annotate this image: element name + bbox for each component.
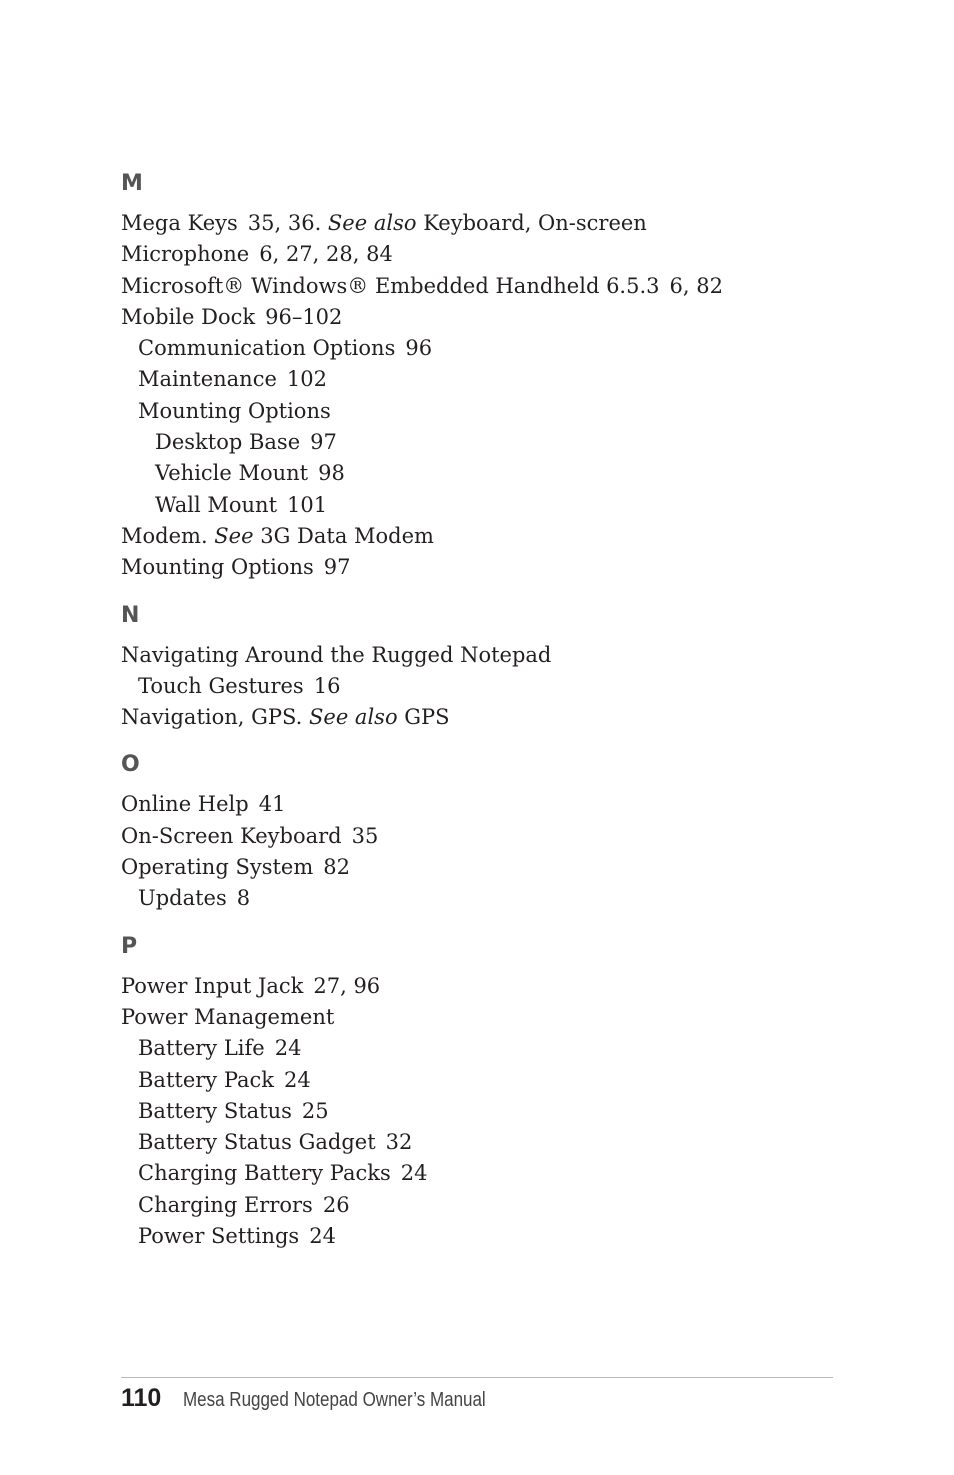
index-entry — [121, 552, 833, 583]
entry-term: Charging Errors — [138, 1192, 313, 1217]
entry-term: Battery Status Gadget — [138, 1130, 376, 1155]
index-entry — [121, 789, 833, 820]
index-section-o — [121, 749, 833, 914]
index-entry — [121, 1158, 833, 1189]
entry-term: On-Screen Keyboard — [121, 823, 342, 848]
index-entry: Navigation, GPS. See also GPS — [121, 705, 450, 730]
see-reference: See also — [327, 211, 417, 235]
entry-term: Power Input Jack — [121, 973, 304, 998]
index-entry — [121, 1096, 833, 1127]
index-entry — [121, 458, 833, 489]
entry-term: Power Settings — [138, 1224, 300, 1249]
entry-term: Mounting Options — [121, 555, 314, 580]
section-letter: N — [121, 602, 140, 628]
index-entry — [121, 396, 833, 427]
entry-pages: 41 — [258, 792, 286, 817]
entry-term: Communication Options — [138, 336, 396, 361]
entry-pages: 16 — [313, 673, 341, 698]
entry-term: Modem — [121, 523, 201, 548]
index-entry — [121, 302, 833, 333]
entry-pages: 6, 27, 28, 84 — [259, 242, 393, 267]
index-entry — [121, 271, 833, 302]
entry-pages: 26 — [322, 1192, 350, 1217]
entry-term: Operating System — [121, 855, 314, 880]
index-entry — [121, 490, 833, 521]
entry-pages: 8 — [236, 886, 251, 911]
see-target: Keyboard, On-screen — [423, 211, 647, 235]
page-footer — [121, 1377, 833, 1413]
section-letter: O — [121, 752, 140, 778]
entry-term: Power Management — [121, 1004, 335, 1029]
entry-term: Vehicle Mount — [155, 461, 309, 486]
index-entry — [121, 671, 833, 702]
entry-pages: 96 — [405, 336, 433, 361]
index-section-p — [121, 931, 833, 1253]
entry-pages: 102 — [286, 367, 327, 392]
entry-pages: 35, 36 — [247, 211, 315, 235]
entry-pages: 101 — [287, 492, 328, 517]
entry-term: Mounting Options — [138, 398, 331, 423]
entry-term: Wall Mount — [155, 492, 278, 517]
entry-term: Online Help — [121, 792, 249, 817]
see-target: GPS — [404, 705, 450, 730]
entry-pages: 24 — [309, 1224, 336, 1249]
index-entry — [121, 1190, 833, 1221]
entry-term: Maintenance — [138, 367, 277, 392]
entry-pages: 96–102 — [265, 304, 343, 329]
index-entry — [121, 1002, 833, 1033]
index-entry — [121, 364, 833, 395]
entry-pages: 24 — [274, 1036, 302, 1061]
index-entry — [121, 239, 833, 270]
index-entry — [121, 1033, 833, 1064]
entry-term: Battery Pack — [138, 1067, 275, 1092]
entry-pages: 97 — [323, 555, 351, 580]
index-entry — [121, 333, 833, 364]
page-number: 110 — [121, 1384, 162, 1412]
entry-pages: 24 — [284, 1067, 311, 1092]
entry-term: Navigation, GPS — [121, 705, 296, 730]
index-entry — [121, 971, 833, 1002]
index-entry — [121, 1127, 833, 1158]
entry-term: Updates — [138, 886, 227, 911]
see-reference: See also — [309, 705, 398, 730]
see-reference: See — [214, 523, 254, 548]
entry-pages: 98 — [318, 461, 345, 486]
entry-pages: 25 — [301, 1098, 329, 1123]
running-title: Mesa Rugged Notepad Owner’s Manual — [183, 1389, 487, 1411]
entry-term: Microsoft® Windows® Embedded Handheld 6.5.3 — [121, 273, 660, 298]
index-content — [121, 168, 833, 1268]
index-entry — [121, 1221, 833, 1252]
entry-term: Charging Battery Packs — [138, 1161, 391, 1186]
entry-pages: 27, 96 — [313, 973, 381, 998]
index-entry — [121, 427, 833, 458]
entry-pages: 82 — [323, 855, 350, 880]
entry-term: Battery Life — [138, 1036, 265, 1061]
index-section-m — [121, 168, 833, 584]
index-entry — [121, 640, 833, 671]
index-entry: Modem. See 3G Data Modem — [121, 523, 434, 548]
index-entry — [121, 883, 833, 914]
section-letter: M — [121, 171, 143, 196]
entry-term: Mobile Dock — [121, 304, 256, 329]
entry-pages: 24 — [400, 1161, 428, 1186]
index-entry — [121, 1065, 833, 1096]
index-entry: Mega Keys 35, 36. See also Keyboard, On-screen — [121, 211, 647, 235]
entry-term: Microphone — [121, 242, 250, 267]
entry-term: Touch Gestures — [138, 673, 304, 698]
index-entry — [121, 821, 833, 852]
entry-term: Battery Status — [138, 1098, 292, 1123]
index-section-n — [121, 600, 833, 734]
index-entry — [121, 852, 833, 883]
entry-term: Desktop Base — [155, 430, 301, 455]
entry-pages: 32 — [385, 1130, 413, 1155]
entry-term: Mega Keys — [121, 211, 238, 235]
see-target: 3G Data Modem — [260, 523, 434, 548]
entry-pages: 97 — [310, 430, 337, 455]
entry-pages: 35 — [351, 823, 379, 848]
section-letter: P — [121, 933, 138, 959]
entry-term: Navigating Around the Rugged Notepad — [121, 642, 552, 667]
entry-pages: 6, 82 — [669, 273, 723, 298]
